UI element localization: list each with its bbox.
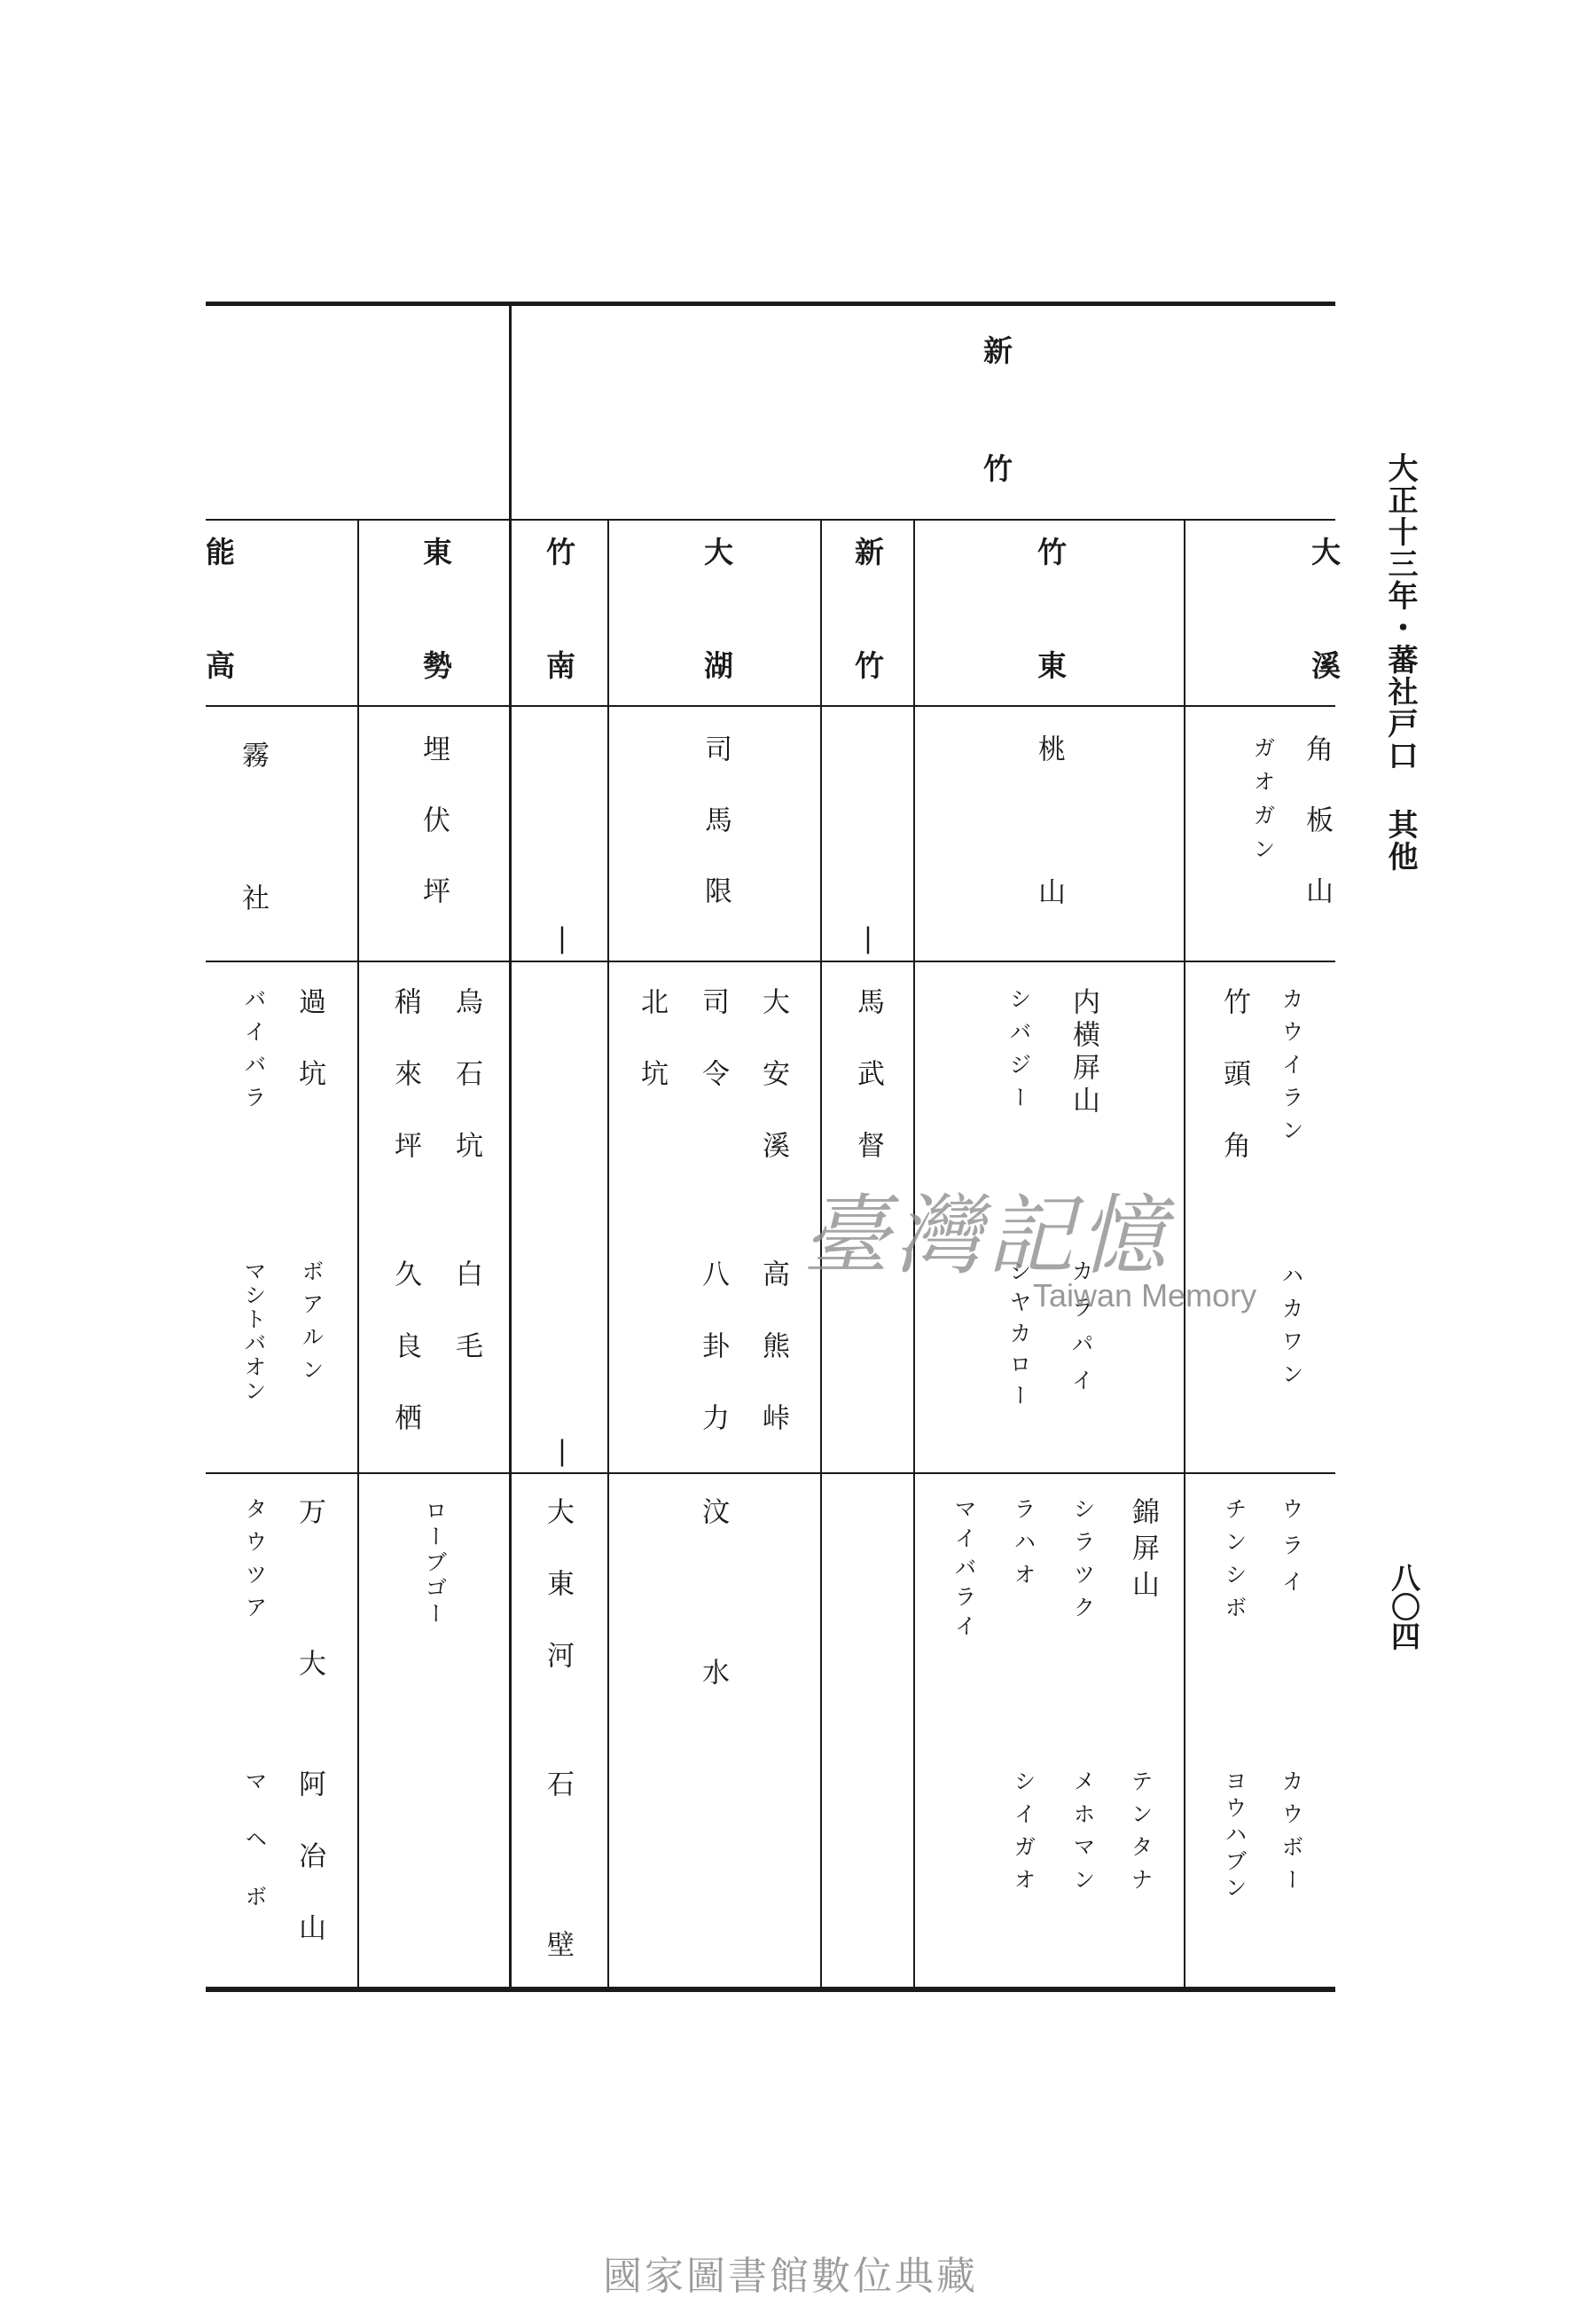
- tribe-entry: ローブゴー: [422, 1499, 448, 1628]
- tribe-entry: チンシボ: [1222, 1497, 1248, 1628]
- village-jiaobanshan: 角板山: [1301, 734, 1333, 947]
- tribe-entry: 内横屏山: [1068, 987, 1099, 1118]
- tribe-entry: マヘボ: [242, 1769, 268, 1942]
- tribe-entry: ウライ: [1279, 1497, 1304, 1606]
- village-taoshan: 桃山: [1033, 734, 1065, 1020]
- tribe-entry: シイガオ: [1011, 1769, 1037, 1901]
- footer-library: 國家圖書館數位典藏: [603, 2254, 978, 2299]
- table-top-rule: [206, 302, 1335, 306]
- tribe-entry: タウツア: [242, 1497, 268, 1628]
- tribe-entry: カラパイ: [1068, 1259, 1094, 1405]
- district-zhudong: 竹東: [1033, 537, 1068, 764]
- rule-province: [206, 519, 1335, 521]
- tribe-entry: 錦屏山: [1127, 1497, 1159, 1606]
- running-header: 大正十三年・蕃社戸口 其他: [1382, 452, 1418, 873]
- village-wushe: 霧社: [237, 741, 269, 1026]
- col-divider: [607, 519, 609, 1987]
- tribe-entry: バイバラ: [241, 987, 267, 1118]
- watermark-chinese: 臺灣記憶: [802, 1186, 1172, 1287]
- tribe-entry: シバジー: [1006, 987, 1032, 1118]
- tribe-entry: 久良栖: [389, 1259, 421, 1475]
- tribe-entry: 大安溪: [757, 987, 789, 1203]
- watermark-english: Taiwan Memory: [1033, 1277, 1257, 1314]
- tribe-entry: ヨウハブン: [1222, 1769, 1248, 1902]
- tribe-entry: シヤカロー: [1006, 1259, 1032, 1415]
- district-xinzhu: 新竹: [850, 537, 885, 764]
- tribe-entry: マイバライ: [951, 1497, 977, 1643]
- tribe-entry: マシトバオン: [241, 1259, 267, 1403]
- page-number: 八〇四: [1387, 1563, 1421, 1651]
- tribe-entry: メホマン: [1070, 1769, 1096, 1901]
- tribe-entry: 過坑: [293, 987, 325, 1131]
- district-daxi: 大溪: [1307, 537, 1342, 764]
- tribe-entry: 高熊峠: [757, 1259, 789, 1475]
- village-maifuping: 埋伏坪: [418, 734, 450, 947]
- district-dongshi: 東勢: [419, 537, 453, 764]
- tribe-entry: ハカワン: [1279, 1264, 1304, 1395]
- dash-mark: |: [852, 922, 884, 954]
- col-divider: [509, 306, 512, 1987]
- rule-village: [206, 961, 1335, 962]
- tribe-entry: 北坑: [636, 987, 668, 1131]
- rule-district: [206, 705, 1335, 707]
- tribe-entry: 烏石坑: [450, 987, 482, 1203]
- tribe-entry: ボアルン: [299, 1259, 325, 1391]
- tribe-entry: 竹頭角: [1218, 987, 1250, 1203]
- tribe-entry: 大東河: [542, 1497, 574, 1713]
- district-zhunan: 竹南: [542, 537, 576, 764]
- district-dahu: 大湖: [700, 537, 734, 764]
- tribe-entry: 馬武督: [852, 987, 884, 1203]
- dash-mark: |: [546, 1435, 578, 1467]
- tribe-entry: 汶水: [697, 1497, 729, 1818]
- col-divider: [357, 519, 359, 1987]
- tribe-entry: 稍來坪: [389, 987, 421, 1203]
- tribe-entry: テンタナ: [1128, 1769, 1154, 1901]
- tribe-entry: 八卦力: [697, 1259, 729, 1475]
- dash-mark: |: [546, 922, 578, 954]
- tribe-entry: カウイラン: [1279, 987, 1304, 1151]
- tribe-entry: ラハオ: [1011, 1497, 1037, 1596]
- tribe-entry: シラツク: [1070, 1497, 1096, 1628]
- tribe-entry: 阿冶山: [293, 1769, 325, 1985]
- village-simaxian: 司馬限: [700, 734, 732, 947]
- tribe-entry: 万大: [293, 1497, 325, 1800]
- tribe-entry: 司令: [697, 987, 729, 1131]
- col-divider: [1184, 519, 1185, 1987]
- table-bottom-rule: [206, 1987, 1335, 1992]
- district-nenggao: 能高: [201, 537, 236, 764]
- tribe-entry: 石壁: [542, 1769, 574, 2090]
- village-jiaobanshan-reading: ガオガン: [1250, 736, 1276, 871]
- tribe-entry: カウボー: [1279, 1769, 1304, 1901]
- province-label: 新竹: [979, 335, 1013, 571]
- tribe-entry: 白毛: [450, 1259, 482, 1403]
